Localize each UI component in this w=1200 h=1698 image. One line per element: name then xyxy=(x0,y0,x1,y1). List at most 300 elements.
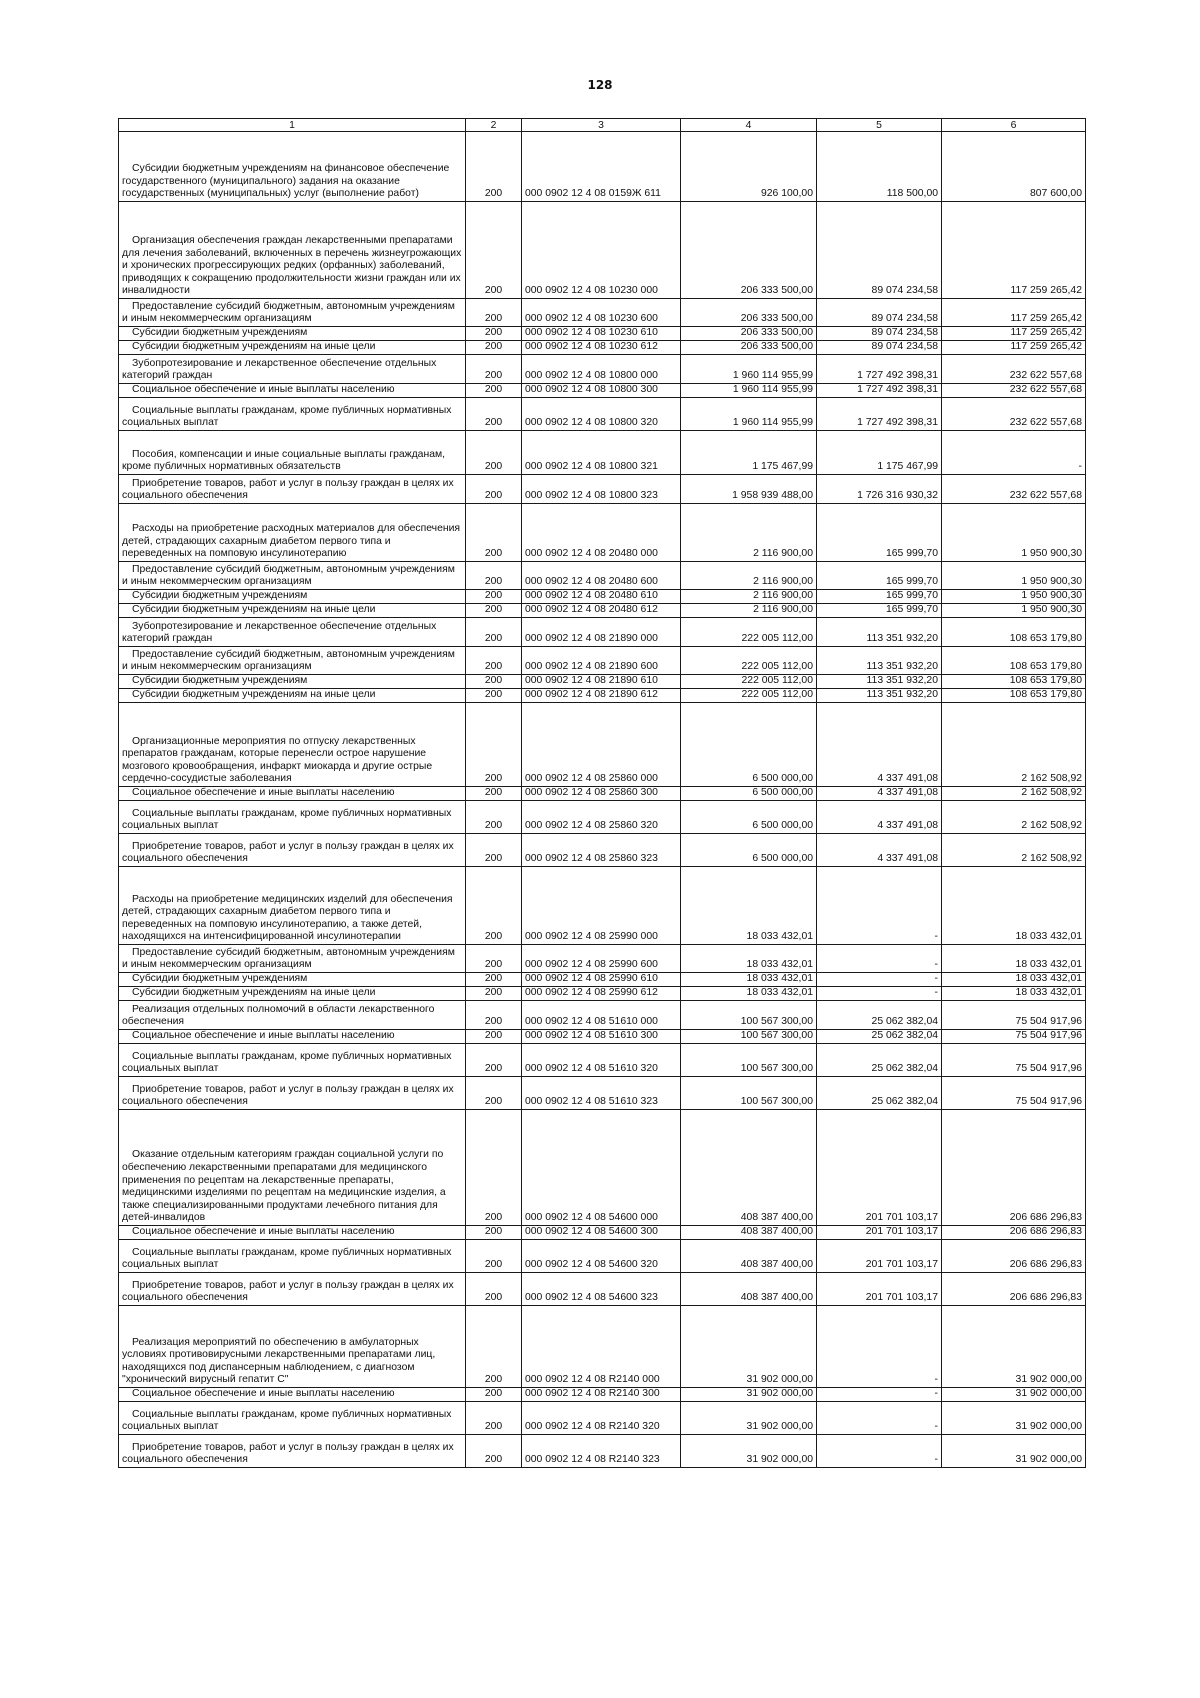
admin-code-cell xyxy=(466,867,522,945)
executed-amount-cell-text: 113 351 932,20 xyxy=(866,661,938,673)
admin-code-cell xyxy=(466,1435,522,1468)
budget-code-cell-text: 000 0902 12 4 08 21890 610 xyxy=(525,675,658,687)
unexecuted-amount-cell xyxy=(942,945,1086,973)
budget-code-cell xyxy=(522,1240,681,1273)
row-description-text: Социальное обеспечение и иные выплаты населению xyxy=(132,1388,395,1400)
unexecuted-amount-cell xyxy=(942,1388,1086,1402)
admin-code-cell-text: 200 xyxy=(484,313,503,325)
row-description-text: Зубопротезирование и лекарственное обеспечение отдельных категорий граждан xyxy=(122,357,437,382)
executed-amount-cell xyxy=(817,1001,942,1030)
admin-code-cell xyxy=(466,299,522,327)
row-description xyxy=(119,867,466,945)
budget-code-cell-text: 000 0902 12 4 08 25990 600 xyxy=(525,959,658,971)
unexecuted-amount-cell-text: 1 950 900,30 xyxy=(1021,548,1082,560)
admin-code-cell xyxy=(466,647,522,675)
executed-amount-cell xyxy=(817,475,942,504)
row-description-text: Субсидии бюджетным учреждениям на иные цели xyxy=(132,341,376,353)
row-description-text: Приобретение товаров, работ и услуг в пользу граждан в целях их социального обеспечения xyxy=(122,840,454,865)
executed-amount-cell xyxy=(817,834,942,867)
approved-amount-cell-text: 206 333 500,00 xyxy=(740,341,813,353)
admin-code-cell xyxy=(466,202,522,299)
executed-amount-cell xyxy=(817,1110,942,1226)
row-description-text: Расходы на приобретение медицинских изделий для обеспечения детей, страдающих сахарным диабетом первого типа и переведенных на помповую инсулинотерапию, а также детей, находящихся на интенсифицированной инсулинотерапии xyxy=(122,893,453,943)
admin-code-cell xyxy=(466,590,522,604)
row-description xyxy=(119,132,466,202)
admin-code-cell xyxy=(466,431,522,475)
admin-code-cell-text: 200 xyxy=(484,1063,503,1075)
budget-code-cell-text: 000 0902 12 4 08 51610 000 xyxy=(525,1016,658,1028)
admin-code-cell xyxy=(466,689,522,703)
budget-code-cell xyxy=(522,647,681,675)
row-description xyxy=(119,1388,466,1402)
executed-amount-cell xyxy=(817,675,942,689)
row-description xyxy=(119,1110,466,1226)
approved-amount-cell xyxy=(681,1001,817,1030)
unexecuted-amount-cell xyxy=(942,431,1086,475)
unexecuted-amount-cell-text: 1 950 900,30 xyxy=(1021,604,1082,616)
budget-code-cell-text: 000 0902 12 4 08 51610 323 xyxy=(525,1096,658,1108)
approved-amount-cell-text: 18 033 432,01 xyxy=(746,959,813,971)
executed-amount-cell-text: 1 727 492 398,31 xyxy=(857,384,938,396)
executed-amount-cell xyxy=(817,1435,942,1468)
approved-amount-cell-text: 408 387 400,00 xyxy=(740,1292,813,1304)
approved-amount-cell-text: 206 333 500,00 xyxy=(740,327,813,339)
executed-amount-cell-text: 89 074 234,58 xyxy=(871,341,938,353)
approved-amount-cell-text: 408 387 400,00 xyxy=(740,1226,813,1238)
table-row xyxy=(119,1388,1086,1402)
admin-code-cell xyxy=(466,562,522,590)
budget-code-cell xyxy=(522,618,681,647)
admin-code-cell-text: 200 xyxy=(484,773,503,785)
approved-amount-cell xyxy=(681,1388,817,1402)
budget-code-cell xyxy=(522,675,681,689)
row-description xyxy=(119,689,466,703)
budget-code-cell-text: 000 0902 12 4 08 20480 000 xyxy=(525,548,658,560)
approved-amount-cell-text: 222 005 112,00 xyxy=(741,633,813,645)
budget-code-cell xyxy=(522,1402,681,1435)
budget-code-cell xyxy=(522,1077,681,1110)
row-description-text: Социальное обеспечение и иные выплаты населению xyxy=(132,384,395,396)
executed-amount-cell xyxy=(817,1306,942,1388)
row-description xyxy=(119,341,466,355)
admin-code-cell xyxy=(466,1240,522,1273)
admin-code-cell xyxy=(466,1273,522,1306)
admin-code-cell-text: 200 xyxy=(484,853,503,865)
unexecuted-amount-cell xyxy=(942,1402,1086,1435)
table-row xyxy=(119,801,1086,834)
approved-amount-cell-text: 2 116 900,00 xyxy=(753,590,813,602)
admin-code-cell xyxy=(466,1110,522,1226)
budget-code-cell-text: 000 0902 12 4 08 25860 323 xyxy=(525,853,658,865)
budget-code-cell-text: 000 0902 12 4 08 10230 610 xyxy=(525,327,658,339)
unexecuted-amount-cell-text: 108 653 179,80 xyxy=(1009,633,1082,645)
unexecuted-amount-cell-text: 75 504 917,96 xyxy=(1015,1063,1082,1075)
approved-amount-cell xyxy=(681,689,817,703)
executed-amount-cell xyxy=(817,1402,942,1435)
executed-amount-cell-text: - xyxy=(934,1388,938,1400)
budget-code-cell-text: 000 0902 12 4 08 54600 000 xyxy=(525,1212,658,1224)
row-description xyxy=(119,834,466,867)
budget-code-cell-text: 000 0902 12 4 08 10230 000 xyxy=(525,285,658,297)
budget-code-cell-text: 000 0902 12 4 08 54600 300 xyxy=(525,1226,658,1238)
header-cell: 2 xyxy=(466,119,522,132)
approved-amount-cell-text: 31 902 000,00 xyxy=(746,1421,813,1433)
budget-code-cell-text: 000 0902 12 4 08 10800 000 xyxy=(525,370,658,382)
unexecuted-amount-cell-text: 108 653 179,80 xyxy=(1009,675,1082,687)
row-description-text: Субсидии бюджетным учреждениям xyxy=(132,327,308,339)
budget-code-cell xyxy=(522,1306,681,1388)
admin-code-cell-text: 200 xyxy=(484,1226,503,1238)
admin-code-cell-text: 200 xyxy=(484,1292,503,1304)
admin-code-cell-text: 200 xyxy=(484,787,503,799)
page-number: 128 xyxy=(587,78,613,92)
admin-code-cell xyxy=(466,604,522,618)
admin-code-cell-text: 200 xyxy=(484,973,503,985)
row-description xyxy=(119,1226,466,1240)
admin-code-cell-text: 200 xyxy=(484,341,503,353)
budget-code-cell xyxy=(522,1110,681,1226)
executed-amount-cell-text: - xyxy=(934,959,938,971)
row-description xyxy=(119,987,466,1001)
approved-amount-cell xyxy=(681,299,817,327)
admin-code-cell xyxy=(466,1030,522,1044)
unexecuted-amount-cell xyxy=(942,973,1086,987)
table-row xyxy=(119,562,1086,590)
row-description xyxy=(119,1077,466,1110)
budget-code-cell xyxy=(522,475,681,504)
unexecuted-amount-cell xyxy=(942,1306,1086,1388)
row-description xyxy=(119,1240,466,1273)
unexecuted-amount-cell-text: 18 033 432,01 xyxy=(1015,959,1082,971)
unexecuted-amount-cell xyxy=(942,562,1086,590)
budget-code-cell-text: 000 0902 12 4 08 54600 320 xyxy=(525,1259,658,1271)
budget-code-cell-text: 000 0902 12 4 08 10230 600 xyxy=(525,313,658,325)
approved-amount-cell xyxy=(681,341,817,355)
row-description xyxy=(119,398,466,431)
approved-amount-cell-text: 2 116 900,00 xyxy=(753,576,813,588)
table-row xyxy=(119,689,1086,703)
table-row xyxy=(119,1273,1086,1306)
approved-amount-cell xyxy=(681,945,817,973)
approved-amount-cell xyxy=(681,1402,817,1435)
admin-code-cell-text: 200 xyxy=(484,675,503,687)
admin-code-cell xyxy=(466,341,522,355)
executed-amount-cell-text: - xyxy=(934,987,938,999)
row-description xyxy=(119,299,466,327)
row-description-text: Реализация отдельных полномочий в области лекарственного обеспечения xyxy=(122,1003,435,1028)
budget-code-cell-text: 000 0902 12 4 08 21890 612 xyxy=(525,689,658,701)
admin-code-cell xyxy=(466,1001,522,1030)
budget-code-cell xyxy=(522,945,681,973)
executed-amount-cell-text: 113 351 932,20 xyxy=(866,633,938,645)
executed-amount-cell xyxy=(817,689,942,703)
header-cell: 5 xyxy=(817,119,942,132)
table-body xyxy=(119,132,1086,1468)
executed-amount-cell xyxy=(817,1226,942,1240)
executed-amount-cell-text: - xyxy=(934,1454,938,1466)
budget-code-cell xyxy=(522,341,681,355)
unexecuted-amount-cell xyxy=(942,867,1086,945)
unexecuted-amount-cell xyxy=(942,1435,1086,1468)
unexecuted-amount-cell-text: 18 033 432,01 xyxy=(1015,973,1082,985)
executed-amount-cell xyxy=(817,1044,942,1077)
budget-code-cell xyxy=(522,1226,681,1240)
unexecuted-amount-cell xyxy=(942,604,1086,618)
budget-code-cell-text: 000 0902 12 4 08 10800 323 xyxy=(525,490,658,502)
admin-code-cell-text: 200 xyxy=(484,384,503,396)
row-description xyxy=(119,1030,466,1044)
row-description-text: Реализация мероприятий по обеспечению в амбулаторных условиях противовирусными лекарственными препаратами лиц, находящихся под диспансерным наблюдением, с диагнозом "хронический вирусный гепатит С" xyxy=(122,1336,436,1386)
admin-code-cell-text: 200 xyxy=(484,1374,503,1386)
row-description-text: Оказание отдельным категориям граждан социальной услуги по обеспечению лекарственными препаратами для медицинского применения по рецептам на лекарственные препараты, медицинскими изделиями по рецептам на медицинские изделия, а также специализированными продуктами лечебного питания для детей-инвалидов xyxy=(122,1149,446,1224)
row-description xyxy=(119,1044,466,1077)
admin-code-cell xyxy=(466,834,522,867)
executed-amount-cell-text: 201 701 103,17 xyxy=(865,1226,938,1238)
row-description-text: Предоставление субсидий бюджетным, автономным учреждениям и иным некоммерческим организациям xyxy=(122,648,455,673)
executed-amount-cell xyxy=(817,327,942,341)
executed-amount-cell-text: 201 701 103,17 xyxy=(865,1292,938,1304)
row-description-text: Предоставление субсидий бюджетным, автономным учреждениям и иным некоммерческим организациям xyxy=(122,563,455,588)
unexecuted-amount-cell-text: 232 622 557,68 xyxy=(1009,490,1082,502)
unexecuted-amount-cell-text: 206 686 296,83 xyxy=(1009,1292,1082,1304)
approved-amount-cell xyxy=(681,1077,817,1110)
executed-amount-cell xyxy=(817,384,942,398)
executed-amount-cell-text: 113 351 932,20 xyxy=(866,675,938,687)
approved-amount-cell xyxy=(681,202,817,299)
unexecuted-amount-cell xyxy=(942,1110,1086,1226)
admin-code-cell xyxy=(466,973,522,987)
budget-code-cell xyxy=(522,689,681,703)
budget-code-cell-text: 000 0902 12 4 08 21890 000 xyxy=(525,633,658,645)
row-description-text: Социальные выплаты гражданам, кроме публичных нормативных социальных выплат xyxy=(122,807,452,832)
unexecuted-amount-cell-text: 18 033 432,01 xyxy=(1015,987,1082,999)
executed-amount-cell-text: 4 337 491,08 xyxy=(877,787,938,799)
executed-amount-cell-text: 25 062 382,04 xyxy=(871,1096,938,1108)
budget-code-cell xyxy=(522,834,681,867)
budget-code-cell xyxy=(522,562,681,590)
admin-code-cell-text: 200 xyxy=(484,1212,503,1224)
budget-code-cell xyxy=(522,604,681,618)
executed-amount-cell xyxy=(817,867,942,945)
unexecuted-amount-cell-text: 117 259 265,42 xyxy=(1010,313,1082,325)
admin-code-cell xyxy=(466,355,522,384)
admin-code-cell xyxy=(466,1044,522,1077)
executed-amount-cell xyxy=(817,1273,942,1306)
budget-code-cell-text: 000 0902 12 4 08 R2140 320 xyxy=(525,1421,660,1433)
executed-amount-cell xyxy=(817,618,942,647)
header-cell: 6 xyxy=(942,119,1086,132)
table-row xyxy=(119,1044,1086,1077)
executed-amount-cell xyxy=(817,562,942,590)
budget-code-cell-text: 000 0902 12 4 08 25860 000 xyxy=(525,773,658,785)
header-cell: 1 xyxy=(119,119,466,132)
executed-amount-cell xyxy=(817,398,942,431)
admin-code-cell-text: 200 xyxy=(484,1096,503,1108)
budget-code-cell-text: 000 0902 12 4 08 20480 610 xyxy=(525,590,658,602)
budget-code-cell xyxy=(522,1030,681,1044)
admin-code-cell-text: 200 xyxy=(484,417,503,429)
budget-code-cell-text: 000 0902 12 4 08 54600 323 xyxy=(525,1292,658,1304)
approved-amount-cell xyxy=(681,973,817,987)
budget-code-cell xyxy=(522,398,681,431)
executed-amount-cell-text: 165 999,70 xyxy=(885,576,938,588)
approved-amount-cell-text: 206 333 500,00 xyxy=(740,313,813,325)
approved-amount-cell-text: 18 033 432,01 xyxy=(746,973,813,985)
admin-code-cell-text: 200 xyxy=(484,285,503,297)
table-row xyxy=(119,355,1086,384)
admin-code-cell xyxy=(466,1226,522,1240)
budget-code-cell xyxy=(522,1273,681,1306)
row-description-text: Субсидии бюджетным учреждениям xyxy=(132,675,308,687)
approved-amount-cell xyxy=(681,1273,817,1306)
header-cell: 3 xyxy=(522,119,681,132)
budget-code-cell xyxy=(522,327,681,341)
admin-code-cell-text: 200 xyxy=(484,633,503,645)
budget-code-cell-text: 000 0902 12 4 08 25860 320 xyxy=(525,820,658,832)
header-row xyxy=(119,119,1086,132)
admin-code-cell-text: 200 xyxy=(484,370,503,382)
approved-amount-cell-text: 1 175 467,99 xyxy=(752,461,813,473)
unexecuted-amount-cell xyxy=(942,341,1086,355)
approved-amount-cell xyxy=(681,787,817,801)
table-row xyxy=(119,299,1086,327)
executed-amount-cell-text: 165 999,70 xyxy=(885,548,938,560)
budget-code-cell-text: 000 0902 12 4 08 25990 000 xyxy=(525,931,658,943)
admin-code-cell-text: 200 xyxy=(484,959,503,971)
budget-code-cell xyxy=(522,384,681,398)
table-row xyxy=(119,675,1086,689)
row-description-text: Субсидии бюджетным учреждениям xyxy=(132,973,308,985)
row-description xyxy=(119,590,466,604)
budget-code-cell xyxy=(522,202,681,299)
approved-amount-cell-text: 2 116 900,00 xyxy=(753,604,813,616)
executed-amount-cell-text: 4 337 491,08 xyxy=(877,773,938,785)
executed-amount-cell-text: 201 701 103,17 xyxy=(865,1259,938,1271)
unexecuted-amount-cell xyxy=(942,787,1086,801)
approved-amount-cell-text: 31 902 000,00 xyxy=(746,1454,813,1466)
admin-code-cell-text: 200 xyxy=(484,604,503,616)
executed-amount-cell-text: 89 074 234,58 xyxy=(871,327,938,339)
row-description xyxy=(119,475,466,504)
approved-amount-cell-text: 18 033 432,01 xyxy=(746,931,813,943)
row-description-text: Зубопротезирование и лекарственное обеспечение отдельных категорий граждан xyxy=(122,620,437,645)
approved-amount-cell-text: 100 567 300,00 xyxy=(740,1063,813,1075)
row-description xyxy=(119,431,466,475)
unexecuted-amount-cell xyxy=(942,1030,1086,1044)
row-description xyxy=(119,384,466,398)
admin-code-cell-text: 200 xyxy=(484,576,503,588)
row-description-text: Приобретение товаров, работ и услуг в пользу граждан в целях их социального обеспечения xyxy=(122,1279,454,1304)
executed-amount-cell-text: - xyxy=(934,973,938,985)
executed-amount-cell-text: 25 062 382,04 xyxy=(871,1030,938,1042)
approved-amount-cell-text: 100 567 300,00 xyxy=(740,1016,813,1028)
table-row xyxy=(119,834,1086,867)
approved-amount-cell xyxy=(681,867,817,945)
unexecuted-amount-cell xyxy=(942,987,1086,1001)
unexecuted-amount-cell xyxy=(942,647,1086,675)
row-description-text: Расходы на приобретение расходных материалов для обеспечения детей, страдающих сахарным диабетом первого типа и переведенных на помповую инсулинотерапию xyxy=(122,523,461,560)
table-row xyxy=(119,202,1086,299)
executed-amount-cell xyxy=(817,945,942,973)
row-description xyxy=(119,327,466,341)
row-description xyxy=(119,801,466,834)
row-description-text: Субсидии бюджетным учреждениям на финансовое обеспечение государственного (муниципального) задания на оказание государственных (муниципальных) услуг (выполнение работ) xyxy=(122,163,450,200)
approved-amount-cell xyxy=(681,475,817,504)
approved-amount-cell xyxy=(681,355,817,384)
row-description-text: Социальное обеспечение и иные выплаты населению xyxy=(132,1030,395,1042)
executed-amount-cell-text: - xyxy=(934,1421,938,1433)
executed-amount-cell-text: 165 999,70 xyxy=(885,604,938,616)
table-row xyxy=(119,1030,1086,1044)
admin-code-cell xyxy=(466,398,522,431)
unexecuted-amount-cell xyxy=(942,689,1086,703)
admin-code-cell xyxy=(466,1388,522,1402)
budget-code-cell-text: 000 0902 12 4 08 10800 321 xyxy=(525,461,658,473)
executed-amount-cell xyxy=(817,132,942,202)
budget-code-cell-text: 000 0902 12 4 08 R2140 323 xyxy=(525,1454,660,1466)
approved-amount-cell-text: 100 567 300,00 xyxy=(740,1096,813,1108)
budget-code-cell-text: 000 0902 12 4 08 51610 300 xyxy=(525,1030,658,1042)
executed-amount-cell-text: 4 337 491,08 xyxy=(877,853,938,865)
unexecuted-amount-cell-text: - xyxy=(1078,461,1082,473)
executed-amount-cell xyxy=(817,202,942,299)
budget-code-cell xyxy=(522,973,681,987)
approved-amount-cell-text: 222 005 112,00 xyxy=(741,689,813,701)
table-row xyxy=(119,1306,1086,1388)
executed-amount-cell-text: 4 337 491,08 xyxy=(877,820,938,832)
approved-amount-cell xyxy=(681,1306,817,1388)
budget-code-cell-text: 000 0902 12 4 08 R2140 300 xyxy=(525,1388,660,1400)
approved-amount-cell-text: 18 033 432,01 xyxy=(746,987,813,999)
unexecuted-amount-cell-text: 108 653 179,80 xyxy=(1009,689,1082,701)
row-description xyxy=(119,618,466,647)
executed-amount-cell xyxy=(817,787,942,801)
budget-code-cell xyxy=(522,801,681,834)
unexecuted-amount-cell xyxy=(942,675,1086,689)
executed-amount-cell xyxy=(817,1077,942,1110)
budget-code-cell xyxy=(522,703,681,787)
admin-code-cell-text: 200 xyxy=(484,1016,503,1028)
unexecuted-amount-cell-text: 31 902 000,00 xyxy=(1015,1374,1082,1386)
executed-amount-cell-text: 113 351 932,20 xyxy=(866,689,938,701)
admin-code-cell-text: 200 xyxy=(484,1259,503,1271)
row-description-text: Приобретение товаров, работ и услуг в пользу граждан в целях их социального обеспечения xyxy=(122,477,454,502)
executed-amount-cell xyxy=(817,801,942,834)
table-row xyxy=(119,647,1086,675)
approved-amount-cell-text: 6 500 000,00 xyxy=(752,820,813,832)
admin-code-cell xyxy=(466,504,522,562)
unexecuted-amount-cell-text: 2 162 508,92 xyxy=(1021,853,1082,865)
budget-code-cell-text: 000 0902 12 4 08 10230 612 xyxy=(525,341,658,353)
admin-code-cell xyxy=(466,703,522,787)
unexecuted-amount-cell xyxy=(942,299,1086,327)
approved-amount-cell xyxy=(681,987,817,1001)
executed-amount-cell xyxy=(817,1388,942,1402)
unexecuted-amount-cell xyxy=(942,1226,1086,1240)
executed-amount-cell xyxy=(817,987,942,1001)
unexecuted-amount-cell-text: 75 504 917,96 xyxy=(1015,1016,1082,1028)
budget-code-cell-text: 000 0902 12 4 08 25990 612 xyxy=(525,987,658,999)
table-row xyxy=(119,867,1086,945)
admin-code-cell-text: 200 xyxy=(484,689,503,701)
table-row xyxy=(119,987,1086,1001)
row-description-text: Субсидии бюджетным учреждениям на иные цели xyxy=(132,987,376,999)
unexecuted-amount-cell xyxy=(942,1001,1086,1030)
executed-amount-cell-text: 165 999,70 xyxy=(885,590,938,602)
admin-code-cell xyxy=(466,675,522,689)
table-row xyxy=(119,1226,1086,1240)
approved-amount-cell xyxy=(681,132,817,202)
